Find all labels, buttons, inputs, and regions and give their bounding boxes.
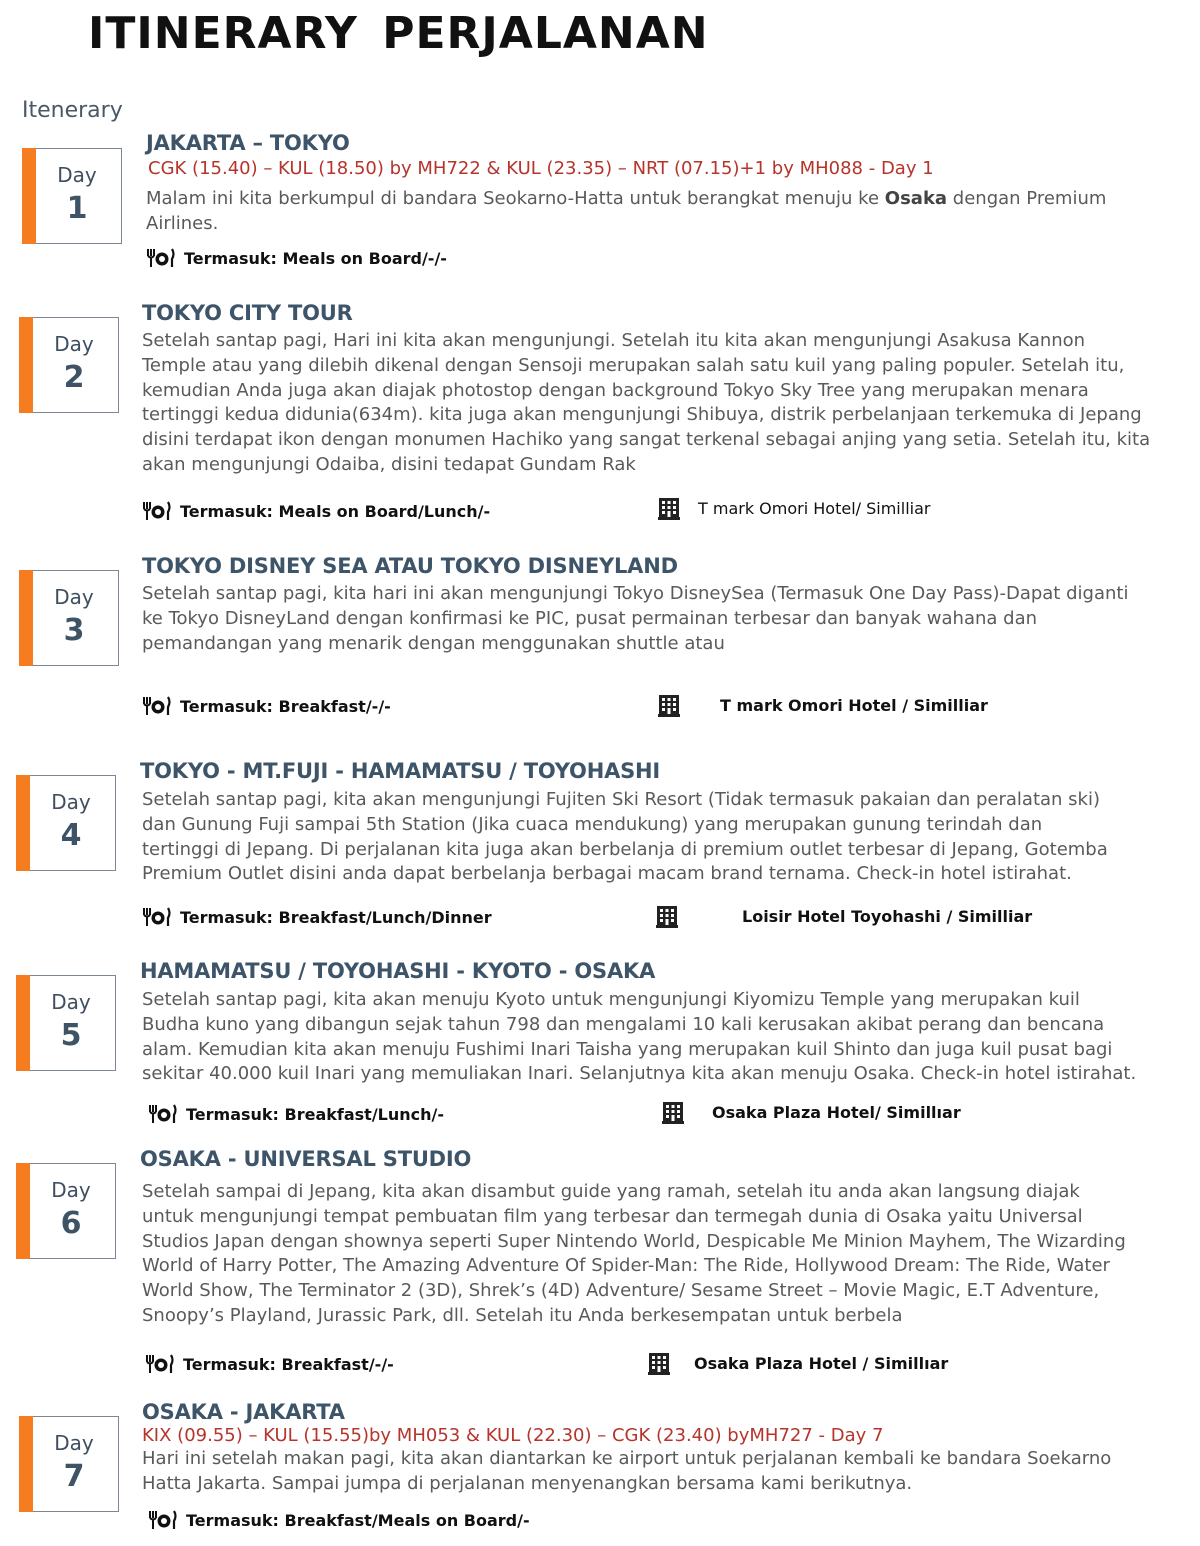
- day-word: Day: [51, 790, 91, 814]
- desc-line: Setelah santap pagi, kita akan menuju Kyoto untuk mengunjungi Kiyomizu Temple yang merupakan kuil: [142, 989, 1080, 1010]
- desc-line: Hari ini setelah makan pagi, kita akan diantarkan ke airport untuk perjalanan kembali ke bandara Soekarno: [142, 1448, 1112, 1469]
- day-title-2: TOKYO CITY TOUR: [142, 301, 353, 325]
- day-description-7: [142, 1447, 1111, 1497]
- page-title: ITINERARY PERJALANAN: [88, 8, 709, 59]
- hotel-info-6: [648, 1350, 948, 1376]
- day-number: 2: [63, 360, 85, 395]
- meal-icon: [146, 247, 176, 269]
- hotel-text: T mark Omori Hotel/ Similliar: [698, 498, 931, 518]
- day-title-7: OSAKA - JAKARTA: [142, 1400, 345, 1424]
- day-description-2: [142, 329, 1150, 478]
- desc-line: tertinggi kedua didunia(634m). kita juga akan mengunjungi Shibuya, distrik perbelanjaan terkemuka di Jepang: [142, 404, 1142, 426]
- desc-line: akan mengunjungi Odaiba, disini tedapat Gundam Rak: [142, 453, 636, 475]
- section-label: Itenerary: [22, 98, 123, 123]
- day-word: Day: [54, 332, 94, 356]
- desc-line: ke Tokyo DisneyLand dengan konfirmasi ke PIC, pusat permainan terbesar dan banyak wahana dan: [142, 607, 1038, 629]
- day-description-3: [142, 582, 1128, 656]
- desc-line: Airlines.: [146, 212, 219, 234]
- desc-line: alam. Kemudian kita akan menuju Fushimi Inari Taisha yang merupakan kuil Shinto dan juga kuil pusat bagi: [142, 1038, 1113, 1060]
- meal-info-5: [148, 1101, 444, 1127]
- desc-line: Studios Japan dengan shownya seperti Super Nintendo World, Despicable Me Minion Mayhem, The Wizarding: [142, 1230, 1126, 1252]
- desc-line: Budha kuno yang dibangun sejak tahun 798 dan mengalami 10 kali kerusakan akibat perang dan bencana: [142, 1013, 1105, 1035]
- desc-line: pemandangan yang menarik dengan menggunakan shuttle atau: [142, 632, 725, 654]
- desc-line: disini terdapat ikon dengan monumen Hachiko yang sangat terkenal sebagai anjing yang setia. Setelah itu, kita: [142, 429, 1151, 451]
- hotel-info-3: [658, 692, 988, 718]
- desc-line: World Show, The Terminator 2 (3D), Shrek’s (4D) Adventure/ Sesame Street – Movie Magic, E.T Adventure,: [142, 1280, 1100, 1302]
- hotel-building-icon: [658, 693, 680, 717]
- flight-info-7: KIX (09.55) – KUL (15.55)by MH053 & KUL (22.30) – CGK (23.40) byMH727 - Day 7: [142, 1425, 884, 1446]
- meal-info-2: [142, 498, 490, 524]
- day-word: Day: [57, 163, 97, 187]
- hotel-building-icon: [648, 1351, 670, 1375]
- desc-bold: Osaka: [884, 188, 948, 209]
- desc-line: dan Gunung Fuji sampai 5th Station (Jika cuaca mendukung) yang merupakan gunung terindah dan: [142, 813, 1043, 835]
- day-number: 1: [66, 191, 88, 226]
- flight-info-1: CGK (15.40) – KUL (18.50) by MH722 & KUL (23.35) – NRT (07.15)+1 by MH088 - Day 1: [148, 158, 934, 179]
- day-title-5: HAMAMATSU / TOYOHASHI - KYOTO - OSAKA: [140, 959, 656, 983]
- day-description-1: [146, 187, 1106, 237]
- hotel-text: Osaka Plaza Hotel / Simillıar: [694, 1353, 949, 1373]
- desc-line: Premium Outlet disini anda dapat berbelanja berbagai macam brand ternama. Check-in hotel istirahat.: [142, 863, 1072, 885]
- desc-line: Setelah santap pagi, kita akan mengunjungi Fujiten Ski Resort (Tidak termasuk pakaian dan peralatan ski): [142, 789, 1101, 810]
- day-word: Day: [51, 1178, 91, 1202]
- meal-text: Termasuk: Breakfast/Lunch/Dinner: [180, 907, 492, 927]
- desc-line: tertinggi di Jepang. Di perjalanan kita juga akan berbelanja di premium outlet terbesar di Jepang, Gotemba: [142, 838, 1108, 860]
- hotel-building-icon: [658, 496, 680, 520]
- day-badge-5: [16, 975, 116, 1071]
- day-badge-3: [19, 570, 119, 666]
- desc-line: sekitar 40.000 kuil Inari yang memuliakan Inari. Selanjutnya kita akan menuju Osaka. Check-in hotel istirahat.: [142, 1063, 1137, 1085]
- desc-after-bold: dengan Premium: [952, 188, 1107, 209]
- meal-info-6: [145, 1351, 394, 1377]
- hotel-info-4: [656, 903, 1032, 929]
- hotel-info-5: [662, 1099, 961, 1125]
- meal-icon: [148, 1509, 178, 1531]
- hotel-text: Loisir Hotel Toyohashi / Similliar: [742, 906, 1033, 926]
- meal-icon: [145, 1353, 175, 1375]
- meal-text: Termasuk: Meals on Board/-/-: [184, 248, 447, 268]
- day-title-4: TOKYO - MT.FUJI - HAMAMATSU / TOYOHASHI: [140, 759, 661, 783]
- day-number: 7: [63, 1459, 85, 1494]
- day-number: 6: [60, 1206, 82, 1241]
- day-badge-2: [19, 317, 119, 413]
- day-word: Day: [51, 990, 91, 1014]
- meal-icon: [142, 500, 172, 522]
- day-word: Day: [54, 585, 94, 609]
- day-description-6: [142, 1180, 1126, 1329]
- desc-line: Setelah santap pagi, Hari ini kita akan mengunjungi. Setelah itu kita akan mengunjungi Asakusa Kannon: [142, 330, 1086, 351]
- day-number: 5: [60, 1018, 82, 1053]
- day-title-6: OSAKA - UNIVERSAL STUDIO: [140, 1147, 472, 1171]
- meal-info-7: [148, 1507, 530, 1533]
- desc-line: untuk mengunjungi tempat pembuatan film yang terbesar dan termegah dunia di Osaka yaitu Universal: [142, 1205, 1083, 1227]
- day-description-5: [142, 988, 1136, 1087]
- hotel-info-2: [658, 495, 930, 521]
- meal-text: Termasuk: Breakfast/Lunch/-: [186, 1104, 445, 1124]
- desc-line: Setelah santap pagi, kita hari ini akan mengunjungi Tokyo DisneySea (Termasuk One Day Pass)-Dapat diganti: [142, 583, 1129, 604]
- hotel-text: T mark Omori Hotel / Similliar: [720, 695, 988, 715]
- hotel-building-icon: [656, 904, 678, 928]
- hotel-building-icon: [662, 1100, 684, 1124]
- meal-icon: [142, 906, 172, 928]
- desc-line: Temple atau yang dilebih dikenal dengan Sensoji merupakan salah satu kuil yang paling populer. Setelah itu,: [142, 354, 1125, 376]
- day-badge-4: [16, 775, 116, 871]
- meal-text: Termasuk: Meals on Board/Lunch/-: [180, 501, 491, 521]
- meal-icon: [142, 695, 172, 717]
- desc-line: Setelah sampai di Jepang, kita akan disambut guide yang ramah, setelah itu anda akan langsung diajak: [142, 1181, 1080, 1202]
- meal-text: Termasuk: Breakfast/-/-: [183, 1354, 394, 1374]
- desc-line: Snoopy’s Playland, Jurassic Park, dll. Setelah itu Anda berkesempatan untuk berbela: [142, 1304, 903, 1326]
- desc-line: Hatta Jakarta. Sampai jumpa di perjalanan menyenangkan bersama kami berikutnya.: [142, 1472, 913, 1494]
- day-number: 4: [60, 818, 82, 853]
- hotel-text: Osaka Plaza Hotel/ Simillıar: [712, 1102, 961, 1122]
- meal-info-3: [142, 693, 391, 719]
- day-badge-7: [19, 1416, 119, 1512]
- day-badge-6: [16, 1163, 116, 1259]
- meal-icon: [148, 1103, 178, 1125]
- desc-line: World of Harry Potter, The Amazing Adventure Of Spider-Man: The Ride, Hollywood Dream: The Ride, Water: [142, 1255, 1110, 1277]
- meal-info-1: [146, 245, 447, 271]
- meal-info-4: [142, 904, 492, 930]
- day-word: Day: [54, 1431, 94, 1455]
- day-number: 3: [63, 613, 85, 648]
- desc-line: Malam ini kita berkumpul di bandara Seokarno-Hatta untuk berangkat menuju ke: [146, 188, 880, 209]
- day-description-4: [142, 788, 1108, 887]
- day-title-3: TOKYO DISNEY SEA ATAU TOKYO DISNEYLAND: [142, 554, 678, 578]
- meal-text: Termasuk: Breakfast/-/-: [180, 696, 391, 716]
- meal-text: Termasuk: Breakfast/Meals on Board/-: [186, 1510, 530, 1530]
- day-title-1: JAKARTA – TOKYO: [146, 131, 350, 155]
- day-badge-1: [22, 148, 122, 244]
- desc-line: kemudian Anda juga akan diajak photostop dengan background Tokyo Sky Tree yang merupakan menara: [142, 379, 1089, 401]
